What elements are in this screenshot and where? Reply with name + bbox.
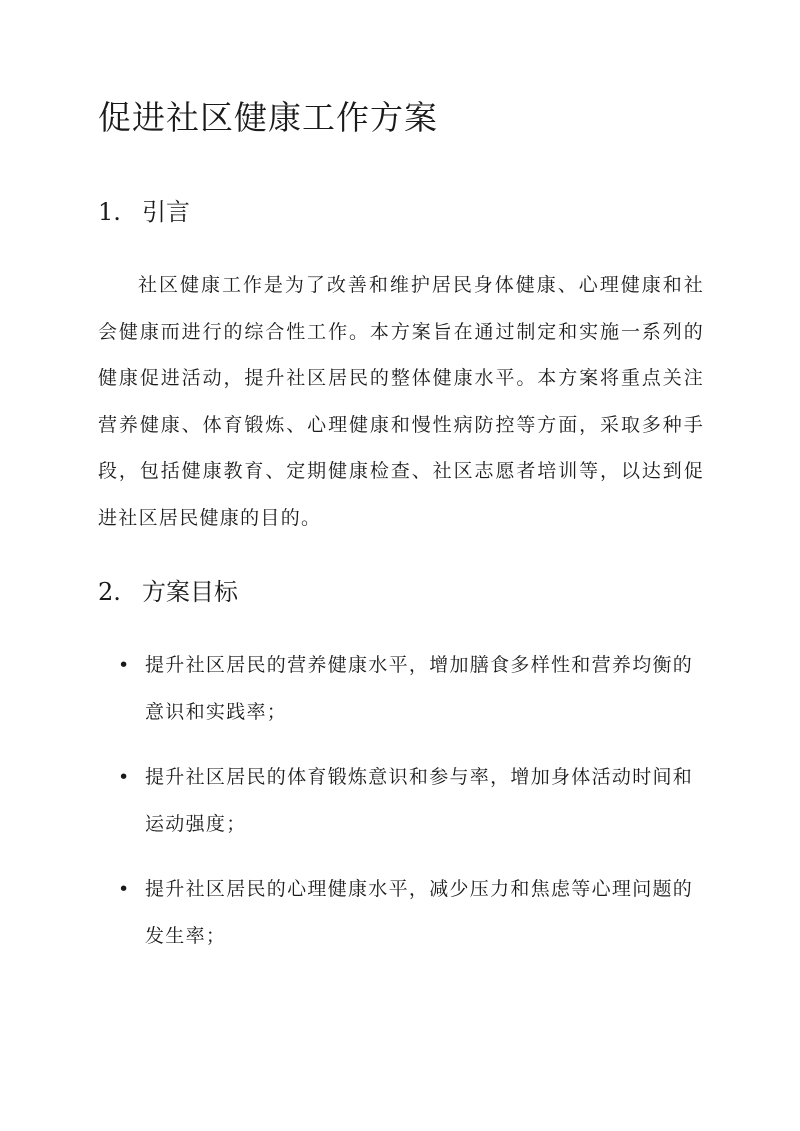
goal-text-exercise: 提升社区居民的体育锻炼意识和参与率，增加身体活动时间和运动强度； <box>145 766 694 835</box>
goal-list-item <box>118 866 704 959</box>
section-title: 引言 <box>142 198 190 226</box>
document-title: 促进社区健康工作方案 <box>98 98 438 137</box>
goal-text-mental-health: 提升社区居民的心理健康水平，减少压力和焦虑等心理问题的发生率； <box>145 878 694 947</box>
goal-list-item <box>118 754 704 847</box>
section-number: 2. <box>98 578 121 606</box>
bullet-icon: • <box>118 766 130 788</box>
goal-list-item <box>118 642 704 735</box>
section-number: 1. <box>98 198 121 226</box>
bullet-icon: • <box>118 654 130 676</box>
introduction-paragraph: 社区健康工作是为了改善和维护居民身体健康、心理健康和社会健康而进行的综合性工作。本方案旨在通过制定和实施一系列的健康促进活动，提升社区居民的整体健康水平。本方案将重点关注营养健康、体育锻炼、心理健康和慢性病防控等方面，采取多种手段，包括健康教育、定期健康检查、社区志愿者培训等，以达到促进社区居民健康的目的。 <box>98 274 704 529</box>
bullet-icon: • <box>118 878 130 900</box>
section-title: 方案目标 <box>142 578 238 606</box>
goal-text-nutrition: 提升社区居民的营养健康水平，增加膳食多样性和营养均衡的意识和实践率； <box>145 654 694 723</box>
